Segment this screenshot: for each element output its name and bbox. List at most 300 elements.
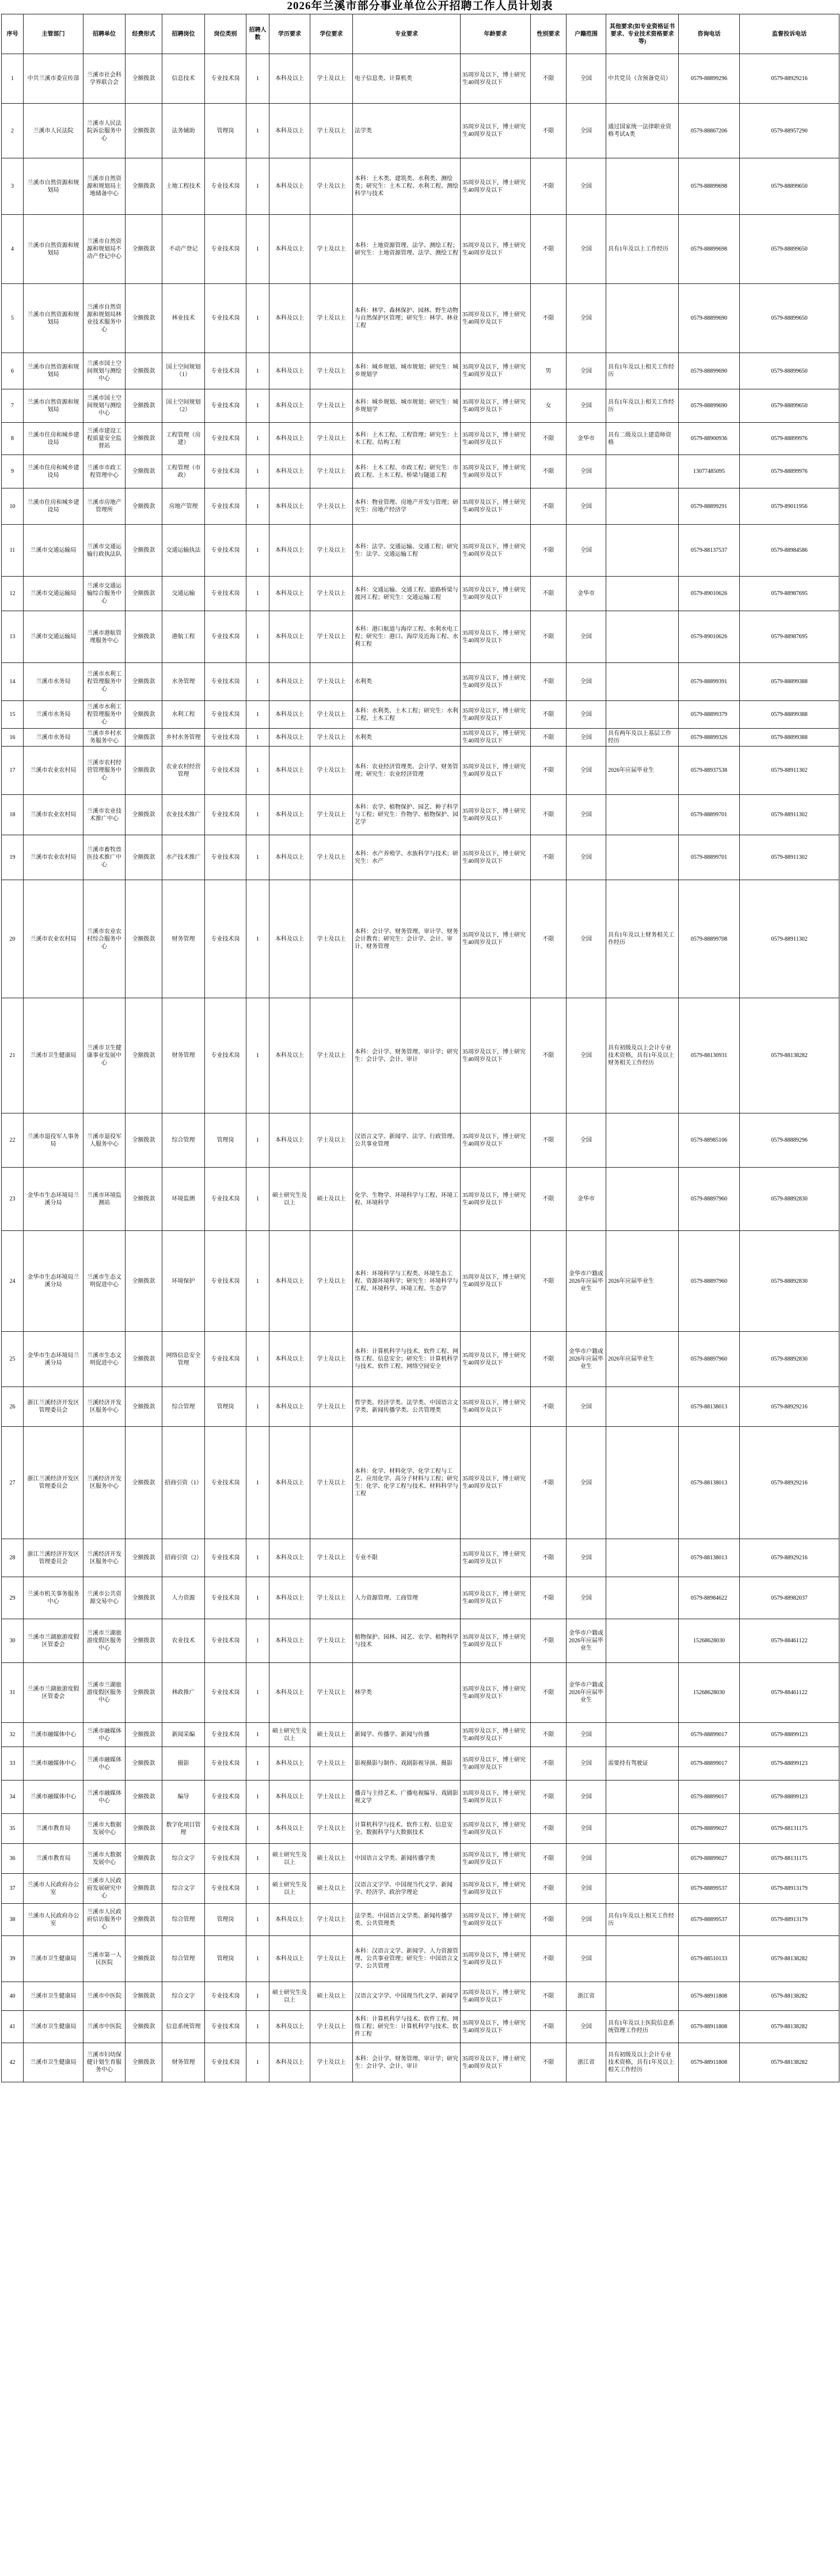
- table-cell: 学士及以上: [310, 284, 353, 353]
- table-cell: 兰溪市人民法院: [24, 104, 83, 158]
- table-cell: 4: [2, 215, 24, 284]
- table-cell: 中共党员（含预备党员）: [606, 54, 679, 104]
- table-cell: 0579-88899976: [740, 423, 839, 455]
- table-cell: 金华市: [567, 1168, 606, 1231]
- table-row: [2, 1747, 839, 1781]
- table-cell: [606, 488, 679, 525]
- table-cell: 专业技术岗: [205, 577, 246, 611]
- table-cell: 兰溪市大数据发展中心: [83, 1814, 126, 1844]
- table-row: [2, 1619, 839, 1663]
- table-cell: 35周岁及以下，博士研究生40周岁及以下: [461, 701, 531, 729]
- table-cell: 专业技术岗: [205, 353, 246, 389]
- table-cell: 全国: [567, 1747, 606, 1781]
- table-cell: 0579-88899017: [679, 1723, 740, 1747]
- table-cell: 本科：汉语言文学、新闻学、人力资源管理、公共事业管理；研究生：中国语言文学、公共管理: [353, 1936, 461, 1982]
- table-cell: 35周岁及以下，博士研究生40周岁及以下: [461, 1231, 531, 1332]
- table-cell: 学士及以上: [310, 1936, 353, 1982]
- table-cell: 金华市户籍或2026年应届毕业生: [567, 1619, 606, 1663]
- table-cell: 兰溪市中医院: [83, 2011, 126, 2043]
- table-cell: 全国: [567, 1874, 606, 1904]
- table-cell: 6: [2, 353, 24, 389]
- table-cell: 0579-88899391: [679, 663, 740, 701]
- table-cell: 管理岗: [205, 1904, 246, 1936]
- table-cell: 兰溪市人民政府办公室: [24, 1874, 83, 1904]
- table-cell: 农业技术: [162, 1619, 205, 1663]
- table-cell: 0579-88937538: [679, 747, 740, 795]
- table-cell: 具有1年及以上相关工作经历: [606, 389, 679, 423]
- table-cell: 全国: [567, 1577, 606, 1619]
- table-row: [2, 663, 839, 701]
- table-cell: 全国: [567, 701, 606, 729]
- table-cell: 本科及以上: [269, 1539, 310, 1577]
- table-cell: 专业技术岗: [205, 1168, 246, 1231]
- table-cell: 浙江省: [567, 2043, 606, 2082]
- table-cell: 学士及以上: [310, 1781, 353, 1814]
- table-cell: 2: [2, 104, 24, 158]
- table-cell: 金华市生态环境局兰溪分局: [24, 1332, 83, 1387]
- table-cell: 兰溪市交通运输行政执法队: [83, 525, 126, 577]
- table-cell: 35周岁及以下，博士研究生40周岁及以下: [461, 835, 531, 880]
- table-cell: 硕士研究生及以上: [269, 1982, 310, 2011]
- table-cell: 0579-88911302: [740, 880, 839, 998]
- table-cell: [606, 1168, 679, 1231]
- table-cell: 本科及以上: [269, 611, 310, 663]
- table-cell: 全国: [567, 1723, 606, 1747]
- table-cell: 全额拨款: [126, 1781, 162, 1814]
- table-cell: 兰溪市人民政府发展研究中心: [83, 1874, 126, 1904]
- table-cell: 22: [2, 1113, 24, 1168]
- table-cell: 全国: [567, 998, 606, 1113]
- table-cell: 兰溪市机关事务服务中心: [24, 1577, 83, 1619]
- table-cell: 专业技术岗: [205, 423, 246, 455]
- table-cell: 本科：会计学、财务管理、审计学；研究生：会计学、会计、审计: [353, 998, 461, 1113]
- table-cell: 综合文字: [162, 1874, 205, 1904]
- table-cell: [606, 1844, 679, 1874]
- table-cell: 兰溪市教育局: [24, 1814, 83, 1844]
- table-cell: 不限: [531, 1904, 567, 1936]
- table-cell: 不限: [531, 54, 567, 104]
- table-cell: 0579-88911302: [740, 795, 839, 835]
- table-cell: 房地产管理: [162, 488, 205, 525]
- table-cell: 16: [2, 729, 24, 747]
- table-row: [2, 1936, 839, 1982]
- table-cell: 电子信息类、计算机类: [353, 54, 461, 104]
- column-header: 经费形式: [126, 14, 162, 54]
- table-cell: 1: [246, 488, 269, 525]
- table-cell: [606, 1113, 679, 1168]
- table-cell: 具有1年及以上相关工作经历: [606, 353, 679, 389]
- table-cell: 0579-88138013: [679, 1427, 740, 1539]
- table-cell: 本科：水产养殖学、水族科学与技术；研究生：水产: [353, 835, 461, 880]
- table-cell: 专业技术岗: [205, 1539, 246, 1577]
- table-cell: 具有初级及以上会计专业技术资格，具有1年及以上相关工作经历: [606, 2043, 679, 2082]
- table-cell: 女: [531, 389, 567, 423]
- table-cell: 不限: [531, 215, 567, 284]
- table-cell: 新闻采编: [162, 1723, 205, 1747]
- table-cell: 0579-88984586: [740, 525, 839, 577]
- table-cell: 学士及以上: [310, 701, 353, 729]
- table-cell: 硕士研究生及以上: [269, 1874, 310, 1904]
- table-cell: 0579-88913179: [740, 1874, 839, 1904]
- table-cell: 全额拨款: [126, 1904, 162, 1936]
- table-cell: 不限: [531, 611, 567, 663]
- column-header: 招聘单位: [83, 14, 126, 54]
- table-cell: 0579-88138013: [679, 1539, 740, 1577]
- table-cell: 1: [246, 525, 269, 577]
- table-cell: 不限: [531, 701, 567, 729]
- table-cell: 国土空间规划（1）: [162, 353, 205, 389]
- table-cell: 不限: [531, 1814, 567, 1844]
- table-cell: 0579-88899701: [679, 795, 740, 835]
- table-cell: 管理岗: [205, 1113, 246, 1168]
- table-cell: 本科及以上: [269, 54, 310, 104]
- table-cell: 全额拨款: [126, 747, 162, 795]
- table-cell: 土地工程技术: [162, 158, 205, 215]
- table-row: [2, 54, 839, 104]
- table-cell: 金华市生态环境局兰溪分局: [24, 1168, 83, 1231]
- table-cell: 兰溪市水利工程管理服务中心: [83, 663, 126, 701]
- table-row: [2, 284, 839, 353]
- table-cell: [606, 525, 679, 577]
- table-cell: 1: [246, 1874, 269, 1904]
- table-cell: 1: [246, 1936, 269, 1982]
- table-cell: 金华市户籍或2026年应届毕业生: [567, 1231, 606, 1332]
- table-cell: 本科及以上: [269, 1619, 310, 1663]
- table-cell: 1: [246, 835, 269, 880]
- table-cell: 1: [246, 389, 269, 423]
- table-cell: [606, 1619, 679, 1663]
- table-cell: 1: [246, 2011, 269, 2043]
- table-cell: 0579-88899650: [740, 158, 839, 215]
- table-cell: 35周岁及以下，博士研究生40周岁及以下: [461, 488, 531, 525]
- table-cell: 0579-88899701: [679, 835, 740, 880]
- table-cell: 兰溪市大数据发展中心: [83, 1844, 126, 1874]
- table-cell: 1: [2, 54, 24, 104]
- table-cell: 35周岁及以下，博士研究生40周岁及以下: [461, 1663, 531, 1723]
- table-cell: 综合管理: [162, 1113, 205, 1168]
- table-cell: 兰溪市卫生健康局: [24, 2011, 83, 2043]
- table-cell: 0579-88985106: [679, 1113, 740, 1168]
- table-cell: 全国: [567, 525, 606, 577]
- table-cell: 专业技术岗: [205, 284, 246, 353]
- table-cell: 具有1年及以上工作经历: [606, 215, 679, 284]
- table-cell: 专业技术岗: [205, 1577, 246, 1619]
- table-cell: 硕士及以上: [310, 1874, 353, 1904]
- table-cell: 学士及以上: [310, 1814, 353, 1844]
- table-cell: 综合管理: [162, 1904, 205, 1936]
- table-row: [2, 1982, 839, 2011]
- table-cell: 兰溪市市政工程管理中心: [83, 455, 126, 488]
- table-cell: 兰溪市水务局: [24, 663, 83, 701]
- table-cell: 兰溪市兰湖旅游度假区服务中心: [83, 1663, 126, 1723]
- table-cell: 全额拨款: [126, 353, 162, 389]
- table-cell: 本科及以上: [269, 158, 310, 215]
- table-cell: 不限: [531, 104, 567, 158]
- table-cell: 专业技术岗: [205, 1874, 246, 1904]
- table-cell: 全国: [567, 455, 606, 488]
- table-cell: 环境监测: [162, 1168, 205, 1231]
- table-cell: 全额拨款: [126, 998, 162, 1113]
- table-cell: 专业技术岗: [205, 1844, 246, 1874]
- table-cell: 兰溪市自然资源和规划局: [24, 389, 83, 423]
- table-row: [2, 455, 839, 488]
- table-cell: 学士及以上: [310, 525, 353, 577]
- table-cell: [606, 1814, 679, 1844]
- table-cell: 25: [2, 1332, 24, 1387]
- table-cell: 39: [2, 1936, 24, 1982]
- table-cell: 兰溪市自然资源和规划局: [24, 215, 83, 284]
- table-cell: 全国: [567, 1113, 606, 1168]
- table-cell: 本科及以上: [269, 835, 310, 880]
- table-cell: 全国: [567, 795, 606, 835]
- table-cell: 0579-88899123: [740, 1747, 839, 1781]
- table-cell: 本科：林学、森林保护、园林、野生动物与自然保护区管理；研究生：林学、林业工程: [353, 284, 461, 353]
- table-cell: 学士及以上: [310, 488, 353, 525]
- table-cell: 本科及以上: [269, 1904, 310, 1936]
- column-header: 其他要求(如专业资格证书要求、专业技术资格要求等): [606, 14, 679, 54]
- table-cell: 兰溪市融媒体中心: [24, 1747, 83, 1781]
- table-cell: 35周岁及以下，博士研究生40周岁及以下: [461, 1844, 531, 1874]
- table-cell: 38: [2, 1904, 24, 1936]
- table-cell: 专业技术岗: [205, 389, 246, 423]
- table-cell: 不限: [531, 795, 567, 835]
- table-cell: 0579-88889296: [740, 1113, 839, 1168]
- table-cell: 0579-88899123: [740, 1723, 839, 1747]
- table-cell: 本科及以上: [269, 1781, 310, 1814]
- table-cell: 综合管理: [162, 1936, 205, 1982]
- table-cell: 0579-88911808: [679, 2043, 740, 2082]
- table-cell: 浙江兰溪经济开发区管理委员会: [24, 1387, 83, 1427]
- table-cell: 浙江兰溪经济开发区管理委员会: [24, 1539, 83, 1577]
- table-cell: 金华市生态环境局兰溪分局: [24, 1231, 83, 1332]
- table-cell: [606, 1577, 679, 1619]
- table-cell: 1: [246, 423, 269, 455]
- table-cell: 0579-88911302: [740, 835, 839, 880]
- table-cell: 专业技术岗: [205, 701, 246, 729]
- table-cell: 交通运输执法: [162, 525, 205, 577]
- table-cell: 兰溪市生态文明促进中心: [83, 1231, 126, 1332]
- table-cell: 学士及以上: [310, 1539, 353, 1577]
- table-cell: 兰溪市住房和城乡建设局: [24, 488, 83, 525]
- table-cell: 兰溪市退役军人服务中心: [83, 1113, 126, 1168]
- table-cell: 0579-88911808: [679, 1982, 740, 2011]
- table-cell: 本科及以上: [269, 663, 310, 701]
- table-cell: 专业技术岗: [205, 663, 246, 701]
- table-cell: 全国: [567, 729, 606, 747]
- table-cell: 具有1年及以上财务相关工作经历: [606, 880, 679, 998]
- table-cell: 1: [246, 663, 269, 701]
- table-cell: 1: [246, 1619, 269, 1663]
- table-cell: 0579-88987695: [740, 611, 839, 663]
- table-cell: 35周岁及以下，博士研究生40周岁及以下: [461, 1936, 531, 1982]
- table-cell: 35周岁及以下，博士研究生40周岁及以下: [461, 1723, 531, 1747]
- table-cell: 2026年应届毕业生: [606, 1332, 679, 1387]
- table-cell: 1: [246, 1427, 269, 1539]
- table-cell: 35周岁及以下，博士研究生40周岁及以下: [461, 1427, 531, 1539]
- table-cell: 兰溪市住房和城乡建设局: [24, 455, 83, 488]
- table-cell: 兰溪市港航管理服务中心: [83, 611, 126, 663]
- table-cell: 专业技术岗: [205, 795, 246, 835]
- table-cell: 港航工程: [162, 611, 205, 663]
- table-cell: 本科及以上: [269, 880, 310, 998]
- table-cell: 1: [246, 1904, 269, 1936]
- table-cell: 乡村水务管理: [162, 729, 205, 747]
- table-cell: 学士及以上: [310, 611, 353, 663]
- table-cell: [606, 835, 679, 880]
- table-cell: 具有1年及以上医院信息系统管理工作经历: [606, 2011, 679, 2043]
- table-cell: 0579-88957290: [740, 104, 839, 158]
- table-cell: 专业技术岗: [205, 1747, 246, 1781]
- table-cell: 0579-88461122: [740, 1619, 839, 1663]
- table-cell: 兰溪市人民法院诉讼服务中心: [83, 104, 126, 158]
- table-cell: 2026年应届毕业生: [606, 747, 679, 795]
- table-cell: 0579-88899296: [679, 54, 740, 104]
- table-cell: 全国: [567, 284, 606, 353]
- table-cell: 本科及以上: [269, 701, 310, 729]
- table-cell: 中国语言文学类、新闻传播学类: [353, 1844, 461, 1874]
- table-cell: 财务管理: [162, 880, 205, 998]
- table-cell: 汉语言文字学、中国现当代文学、新闻学、经济学、政治学理论: [353, 1874, 461, 1904]
- table-cell: 兰溪市交通运输局: [24, 577, 83, 611]
- table-cell: 本科及以上: [269, 1231, 310, 1332]
- table-cell: 0579-88899650: [740, 353, 839, 389]
- table-cell: 35周岁及以下，博士研究生40周岁及以下: [461, 1113, 531, 1168]
- table-cell: 0579-88899698: [679, 158, 740, 215]
- table-cell: 0579-88899537: [679, 1904, 740, 1936]
- table-row: [2, 729, 839, 747]
- table-cell: 播音与主持艺术、广播电视编导、戏剧影视文学: [353, 1781, 461, 1814]
- table-cell: 具有两年及以上基层工作经历: [606, 729, 679, 747]
- recruitment-table: [1, 14, 839, 2082]
- table-cell: 学士及以上: [310, 455, 353, 488]
- table-cell: 不限: [531, 1844, 567, 1874]
- table-cell: 兰溪市水利工程管理服务中心: [83, 701, 126, 729]
- table-cell: 本科：城乡规划、城市规划；研究生：城乡规划学: [353, 389, 461, 423]
- table-cell: 专业技术岗: [205, 1231, 246, 1332]
- table-cell: 交通运输: [162, 577, 205, 611]
- table-cell: 0579-88899388: [740, 701, 839, 729]
- table-cell: 不限: [531, 1577, 567, 1619]
- table-cell: 不限: [531, 1781, 567, 1814]
- table-cell: 不动产登记: [162, 215, 205, 284]
- table-cell: 0579-88867206: [679, 104, 740, 158]
- table-cell: 专业技术岗: [205, 1982, 246, 2011]
- table-cell: 35周岁及以下，博士研究生40周岁及以下: [461, 1577, 531, 1619]
- table-cell: 不限: [531, 1168, 567, 1231]
- table-cell: 1: [246, 729, 269, 747]
- table-row: [2, 525, 839, 577]
- table-row: [2, 998, 839, 1113]
- table-cell: 35周岁及以下，博士研究生40周岁及以下: [461, 525, 531, 577]
- table-cell: 1: [246, 1747, 269, 1781]
- table-cell: 0579-88982037: [740, 1577, 839, 1619]
- table-cell: 0579-88911302: [740, 747, 839, 795]
- table-cell: 水产技术推广: [162, 835, 205, 880]
- column-header: 学历要求: [269, 14, 310, 54]
- table-cell: 全额拨款: [126, 2011, 162, 2043]
- table-cell: 兰溪市融媒体中心: [24, 1723, 83, 1747]
- column-header: 专业要求: [353, 14, 461, 54]
- table-row: [2, 795, 839, 835]
- table-cell: 35周岁及以下，博士研究生40周岁及以下: [461, 1781, 531, 1814]
- table-cell: 专业技术岗: [205, 998, 246, 1113]
- table-cell: 兰溪市农村经营管理服务中心: [83, 747, 126, 795]
- table-cell: 1: [246, 353, 269, 389]
- table-cell: 学士及以上: [310, 729, 353, 747]
- table-cell: 全额拨款: [126, 1332, 162, 1387]
- table-cell: 15268628030: [679, 1619, 740, 1663]
- table-cell: 1: [246, 1781, 269, 1814]
- table-cell: 0579-88899291: [679, 488, 740, 525]
- table-cell: 专业技术岗: [205, 488, 246, 525]
- table-cell: 41: [2, 2011, 24, 2043]
- table-cell: 林学类: [353, 1663, 461, 1723]
- table-cell: 兰溪经济开发区服务中心: [83, 1387, 126, 1427]
- table-cell: 水利类: [353, 663, 461, 701]
- table-cell: 全国: [567, 215, 606, 284]
- table-cell: 0579-89010626: [679, 577, 740, 611]
- table-cell: [606, 455, 679, 488]
- table-cell: 新闻学、传播学、新闻与传播: [353, 1723, 461, 1747]
- table-cell: 不限: [531, 525, 567, 577]
- table-cell: 1: [246, 795, 269, 835]
- table-cell: 35周岁及以下，博士研究生40周岁及以下: [461, 663, 531, 701]
- column-header: 学位要求: [310, 14, 353, 54]
- table-cell: 不限: [531, 835, 567, 880]
- table-cell: 具有二级及以上建造师资格: [606, 423, 679, 455]
- table-cell: 本科及以上: [269, 747, 310, 795]
- table-cell: 学士及以上: [310, 2011, 353, 2043]
- column-header: 监督投诉电话: [740, 14, 839, 54]
- table-cell: 35周岁及以下，博士研究生40周岁及以下: [461, 1874, 531, 1904]
- table-cell: 17: [2, 747, 24, 795]
- table-cell: 1: [246, 1663, 269, 1723]
- table-cell: 全额拨款: [126, 1231, 162, 1332]
- table-cell: 通过国家统一法律职业资格考试A类: [606, 104, 679, 158]
- table-cell: 全额拨款: [126, 1663, 162, 1723]
- table-cell: 24: [2, 1231, 24, 1332]
- table-cell: 国土空间规划（2）: [162, 389, 205, 423]
- table-cell: 数字化项目管理: [162, 1814, 205, 1844]
- table-cell: 不限: [531, 880, 567, 998]
- table-cell: 1: [246, 104, 269, 158]
- table-cell: 专业不限: [353, 1539, 461, 1577]
- table-cell: 不限: [531, 1663, 567, 1723]
- table-cell: 学士及以上: [310, 1577, 353, 1619]
- column-header: 户籍范围: [567, 14, 606, 54]
- table-cell: 35周岁及以下，博士研究生40周岁及以下: [461, 1904, 531, 1936]
- table-cell: 0579-88899017: [679, 1781, 740, 1814]
- table-cell: 兰溪市卫生健康事业发展中心: [83, 998, 126, 1113]
- table-cell: 浙江兰溪经济开发区管理委员会: [24, 1427, 83, 1539]
- table-cell: 学士及以上: [310, 1332, 353, 1387]
- table-cell: 兰溪市兰湖旅游度假区管委会: [24, 1619, 83, 1663]
- table-cell: 学士及以上: [310, 423, 353, 455]
- table-cell: 专业技术岗: [205, 1332, 246, 1387]
- table-cell: 硕士研究生及以上: [269, 1844, 310, 1874]
- table-cell: 35周岁及以下，博士研究生40周岁及以下: [461, 795, 531, 835]
- table-cell: 0579-88137537: [679, 525, 740, 577]
- table-cell: 3: [2, 158, 24, 215]
- table-row: [2, 2011, 839, 2043]
- table-cell: 硕士及以上: [310, 1168, 353, 1231]
- table-cell: 兰溪市卫生健康局: [24, 2043, 83, 2082]
- table-row: [2, 577, 839, 611]
- table-cell: 35周岁及以下，博士研究生40周岁及以下: [461, 747, 531, 795]
- table-cell: 本科：物业管理、房地产开发与管理；研究生：房地产经济学: [353, 488, 461, 525]
- table-cell: 本科及以上: [269, 2011, 310, 2043]
- table-cell: 0579-88138282: [740, 2043, 839, 2082]
